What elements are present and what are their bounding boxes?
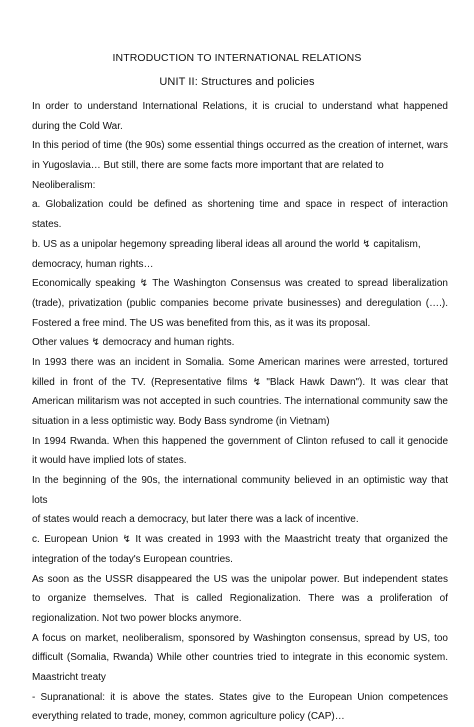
paragraph-line: In the beginning of the 90s, the international community believed in an optimistic way that — [32, 475, 448, 487]
paragraph-line: lots — [32, 494, 48, 506]
paragraph-line: Fostered a free mind. The US was benefited from this, as it was its proposal. — [32, 317, 371, 329]
paragraph-line: during the Cold War. — [32, 120, 123, 132]
paragraph-line: As soon as the USSR disappeared the US was the unipolar power. But independent states — [32, 573, 448, 585]
paragraph-line: to organize themselves. That is called Regionalization. There was a proliferation of — [32, 593, 448, 605]
paragraph-line: Economically speaking ↯ The Washington Consensus was created to spread liberalization — [32, 278, 448, 290]
paragraph-line: In 1993 there was an incident in Somalia. Some American marines were arrested, tortured — [32, 356, 448, 368]
paragraph-line: In 1994 Rwanda. When this happened the government of Clinton refused to call it genocide — [32, 435, 448, 447]
paragraph-line: integration of the today's European countries. — [32, 553, 233, 565]
paragraph-line: A focus on market, neoliberalism, sponsored by Washington consensus, spread by US, too — [32, 632, 448, 644]
paragraph-line: c. European Union ↯ It was created in 1993 with the Maastricht treaty that organized the — [32, 534, 448, 546]
paragraph-line: Maastricht treaty — [32, 671, 106, 683]
paragraph-line: In order to understand International Relations, it is crucial to understand what happened — [32, 101, 448, 112]
paragraph-line: difficult (Somalia, Rwanda) While other countries tried to integrate in this economic system. — [32, 652, 448, 664]
document-body — [32, 97, 448, 727]
paragraph-line: b. US as a unipolar hegemony spreading liberal ideas all around the world ↯ capitalism, — [32, 238, 421, 250]
paragraph-line: it would have implied lots of states. — [32, 455, 187, 467]
document-title: INTRODUCTION TO INTERNATIONAL RELATIONS — [112, 52, 362, 64]
paragraph-line: American militarism was not accepted in such countries. The international community saw the — [32, 396, 448, 408]
paragraph-line: Neoliberalism: — [32, 179, 96, 191]
paragraph-line: - Supranational: it is above the states. States give to the European Union competences — [32, 691, 448, 703]
paragraph-line: in Yugoslavia… But still, there are some facts more important that are related to — [32, 160, 384, 172]
paragraph-line: of states would reach a democracy, but later there was a lack of incentive. — [32, 514, 359, 526]
paragraph-line: situation in a less optimistic way. Body Bass syndrome (in Vietnam) — [32, 416, 330, 427]
unit-heading: UNIT II: Structures and policies — [159, 76, 315, 88]
paragraph-line: killed in front of the TV. (Representative films ↯ "Black Hawk Dawn"). It was clear that — [32, 376, 448, 388]
paragraph-line: a. Globalization could be defined as shortening time and space in respect of interaction — [32, 199, 448, 211]
paragraph-line: In this period of time (the 90s) some essential things occurred as the creation of internet, wars — [32, 140, 448, 152]
paragraph-line: states. — [32, 219, 62, 231]
paragraph-line: everything related to trade, money, common agriculture policy (CAP)… — [32, 711, 345, 723]
paragraph-line: (trade), privatization (public companies become private businesses) and deregulation (….). — [32, 297, 448, 309]
paragraph-line: Other values ↯ democracy and human rights. — [32, 337, 235, 349]
paragraph-line: democracy, human rights… — [32, 258, 154, 270]
paragraph-line: regionalization. Not two power blocks anymore. — [32, 612, 242, 624]
